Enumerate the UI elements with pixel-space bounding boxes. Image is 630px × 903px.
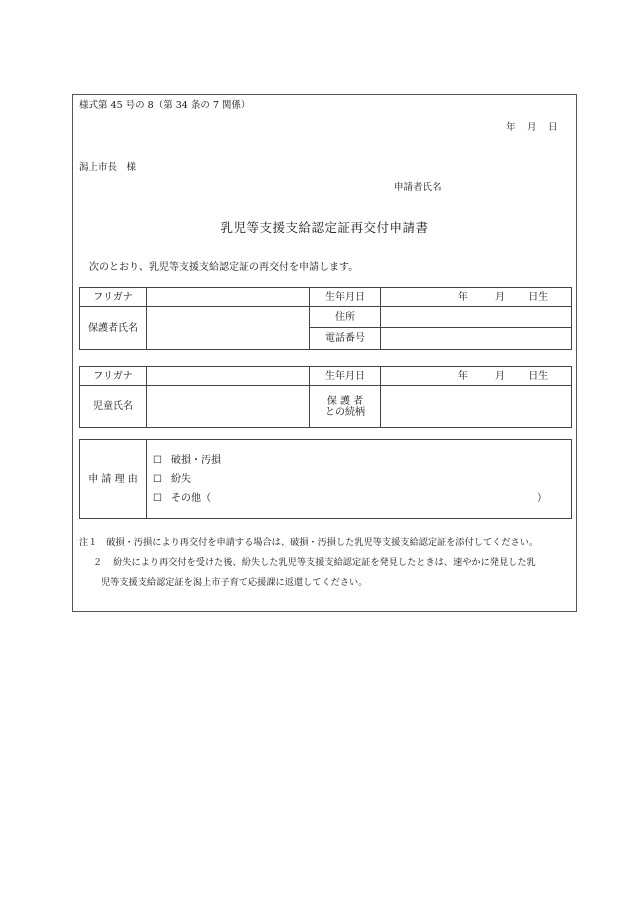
checkbox-icon[interactable]: ☐ [153, 492, 162, 504]
child-furigana-label: フリガナ [80, 367, 147, 386]
note-2-text-line1: 紛失により再交付を受けた後、紛失した乳児等支援支給認定証を発見したときは、速やかに発見した乳 [113, 557, 536, 568]
guardian-phone-label: 電話番号 [310, 328, 381, 350]
child-birth-label: 生年月日 [310, 367, 381, 386]
intro-text: 次のとおり、乳児等支援支給認定証の再交付を申請します。 [89, 262, 359, 273]
form-frame [72, 94, 577, 612]
guardian-address-input[interactable] [381, 307, 572, 328]
guardian-phone-input[interactable] [381, 328, 572, 350]
reason-option-lost-label: 紛失 [171, 473, 191, 485]
child-name-input[interactable] [147, 386, 310, 428]
relation-input[interactable] [381, 386, 572, 428]
date-day-label: 日 [548, 122, 558, 133]
reason-option-other-label: その他（ [171, 492, 211, 504]
guardian-table [79, 287, 572, 350]
relation-label-line1: 保 護 者 [326, 395, 364, 407]
child-birth-day: 日生 [528, 370, 549, 382]
note-2-text-line2: 児等支援支給認定証を潟上市子育て応援課に返還してください。 [101, 577, 368, 588]
relation-label-line2: との続柄 [325, 406, 365, 418]
reason-option-lost[interactable] [153, 470, 571, 489]
guardian-name-input[interactable] [147, 307, 310, 350]
notes [79, 533, 573, 593]
guardian-name-label: 保護者氏名 [80, 307, 147, 350]
checkbox-icon[interactable]: ☐ [153, 473, 162, 485]
note-2 [79, 553, 573, 573]
date-year-label: 年 [506, 122, 516, 133]
document-title: 乳児等支援支給認定証再交付申請書 [220, 220, 429, 235]
reason-option-damage-label: 破損・汚損 [171, 454, 221, 466]
note-2-continued [79, 573, 573, 593]
guardian-birth-day: 日生 [528, 291, 549, 303]
note-1-prefix: 注１ [79, 537, 98, 548]
date-month-label: 月 [527, 122, 537, 133]
guardian-birth-label: 生年月日 [310, 288, 381, 307]
note-1 [79, 533, 573, 553]
reason-options [147, 440, 572, 519]
reason-table [79, 439, 572, 519]
addressee: 潟上市長 様 [79, 162, 137, 173]
child-birth-year: 年 [457, 370, 468, 382]
guardian-furigana-input[interactable] [147, 288, 310, 307]
guardian-birth-year: 年 [457, 291, 468, 303]
reason-option-other[interactable] [153, 489, 571, 508]
reason-option-damage[interactable] [153, 451, 571, 470]
child-name-label: 児童氏名 [80, 386, 147, 428]
note-2-prefix: ２ [93, 557, 103, 568]
form-number: 様式第 45 号の 8（第 34 条の 7 関係） [79, 100, 251, 111]
guardian-birth-month: 月 [495, 291, 505, 303]
guardian-birth-input[interactable] [381, 288, 572, 307]
relation-label [310, 386, 381, 428]
guardian-furigana-label: フリガナ [80, 288, 147, 307]
note-1-text: 破損・汚損により再交付を申請する場合は、破損・汚損した乳児等支援支給認定証を添付してください。 [106, 537, 539, 548]
child-furigana-input[interactable] [147, 367, 310, 386]
child-table [79, 366, 572, 428]
reason-label: 申 請 理 由 [80, 440, 147, 519]
child-birth-month: 月 [495, 370, 505, 382]
applicant-name-label: 申請者氏名 [394, 182, 442, 193]
reason-other-paren-close: ） [537, 492, 547, 504]
guardian-address-label: 住所 [310, 307, 381, 328]
checkbox-icon[interactable]: ☐ [153, 454, 162, 466]
child-birth-input[interactable] [381, 367, 572, 386]
